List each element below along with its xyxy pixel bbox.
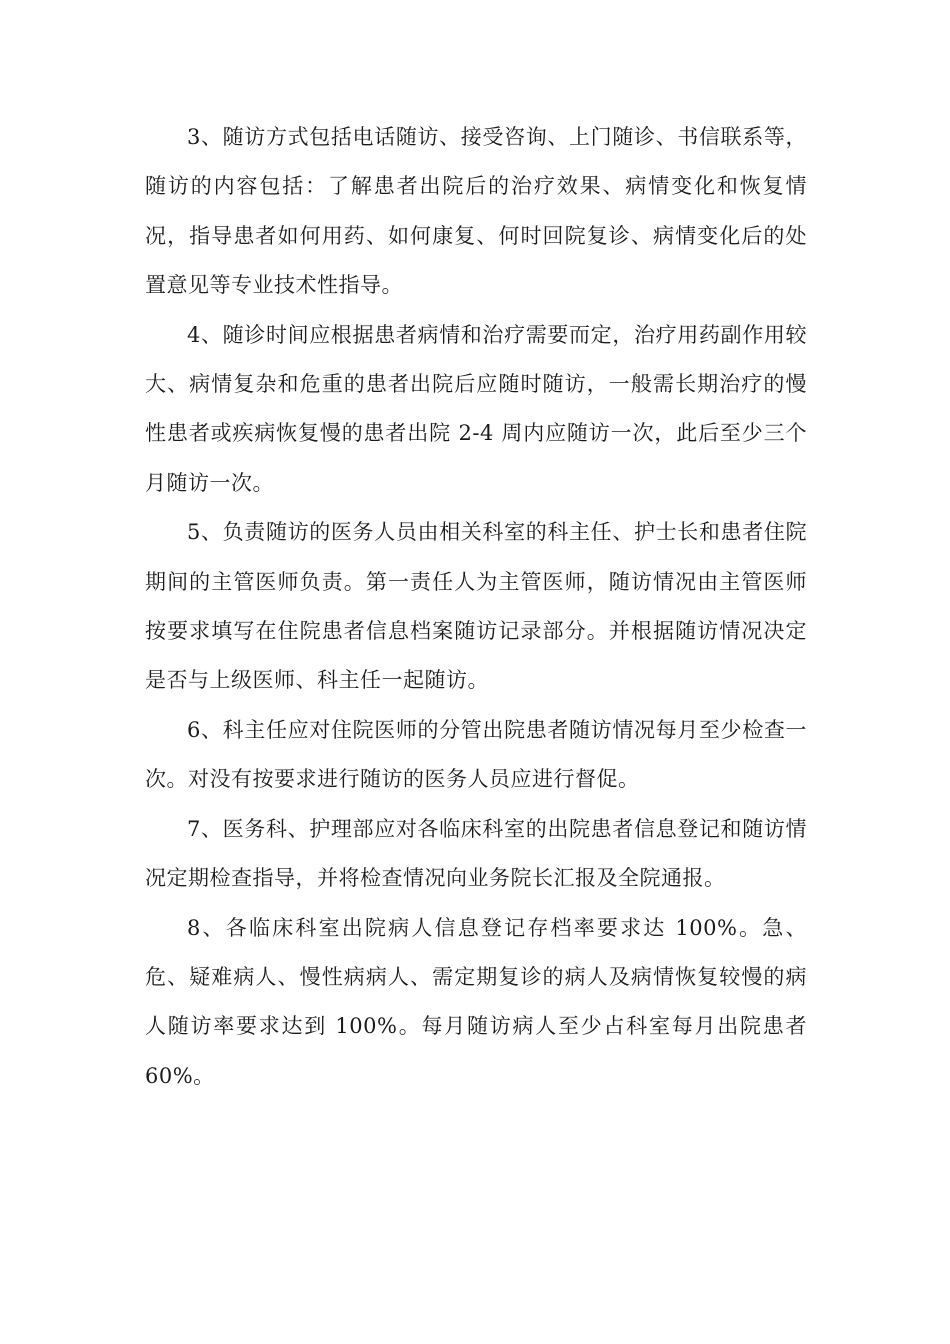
paragraph-item-3: 3、随访方式包括电话随访、接受咨询、上门随诊、书信联系等，随访的内容包括：了解患者出院后的治疗效果、病情变化和恢复情况，指导患者如何用药、如何康复、何时回院复诊、病情变化后的处置意见等专业技术性指导。 [145, 125, 807, 298]
document-body [145, 113, 807, 1101]
paragraph-item-8: 8、各临床科室出院病人信息登记存档率要求达 100%。急、危、疑难病人、慢性病病人、需定期复诊的病人及病情恢复较慢的病人随访率要求达到 100%。每月随访病人至少占科室每月出院患者 60%。 [145, 915, 807, 1088]
paragraph-item-4: 4、随诊时间应根据患者病情和治疗需要而定，治疗用药副作用较大、病情复杂和危重的患者出院后应随时随访，一般需长期治疗的慢性患者或疾病恢复慢的患者出院 2-4 周内应随访一次，此后至少三个月随访一次。 [145, 322, 807, 495]
paragraph-item-5: 5、负责随访的医务人员由相关科室的科主任、护士长和患者住院期间的主管医师负责。第一责任人为主管医师，随访情况由主管医师按要求填写在住院患者信息档案随访记录部分。并根据随访情况决定是否与上级医师、科主任一起随访。 [145, 520, 807, 693]
paragraph-item-7: 7、医务科、护理部应对各临床科室的出院患者信息登记和随访情况定期检查指导，并将检查情况向业务院长汇报及全院通报。 [145, 816, 807, 891]
paragraph-item-6: 6、科主任应对住院医师的分管出院患者随访情况每月至少检查一次。对没有按要求进行随访的医务人员应进行督促。 [145, 717, 807, 792]
